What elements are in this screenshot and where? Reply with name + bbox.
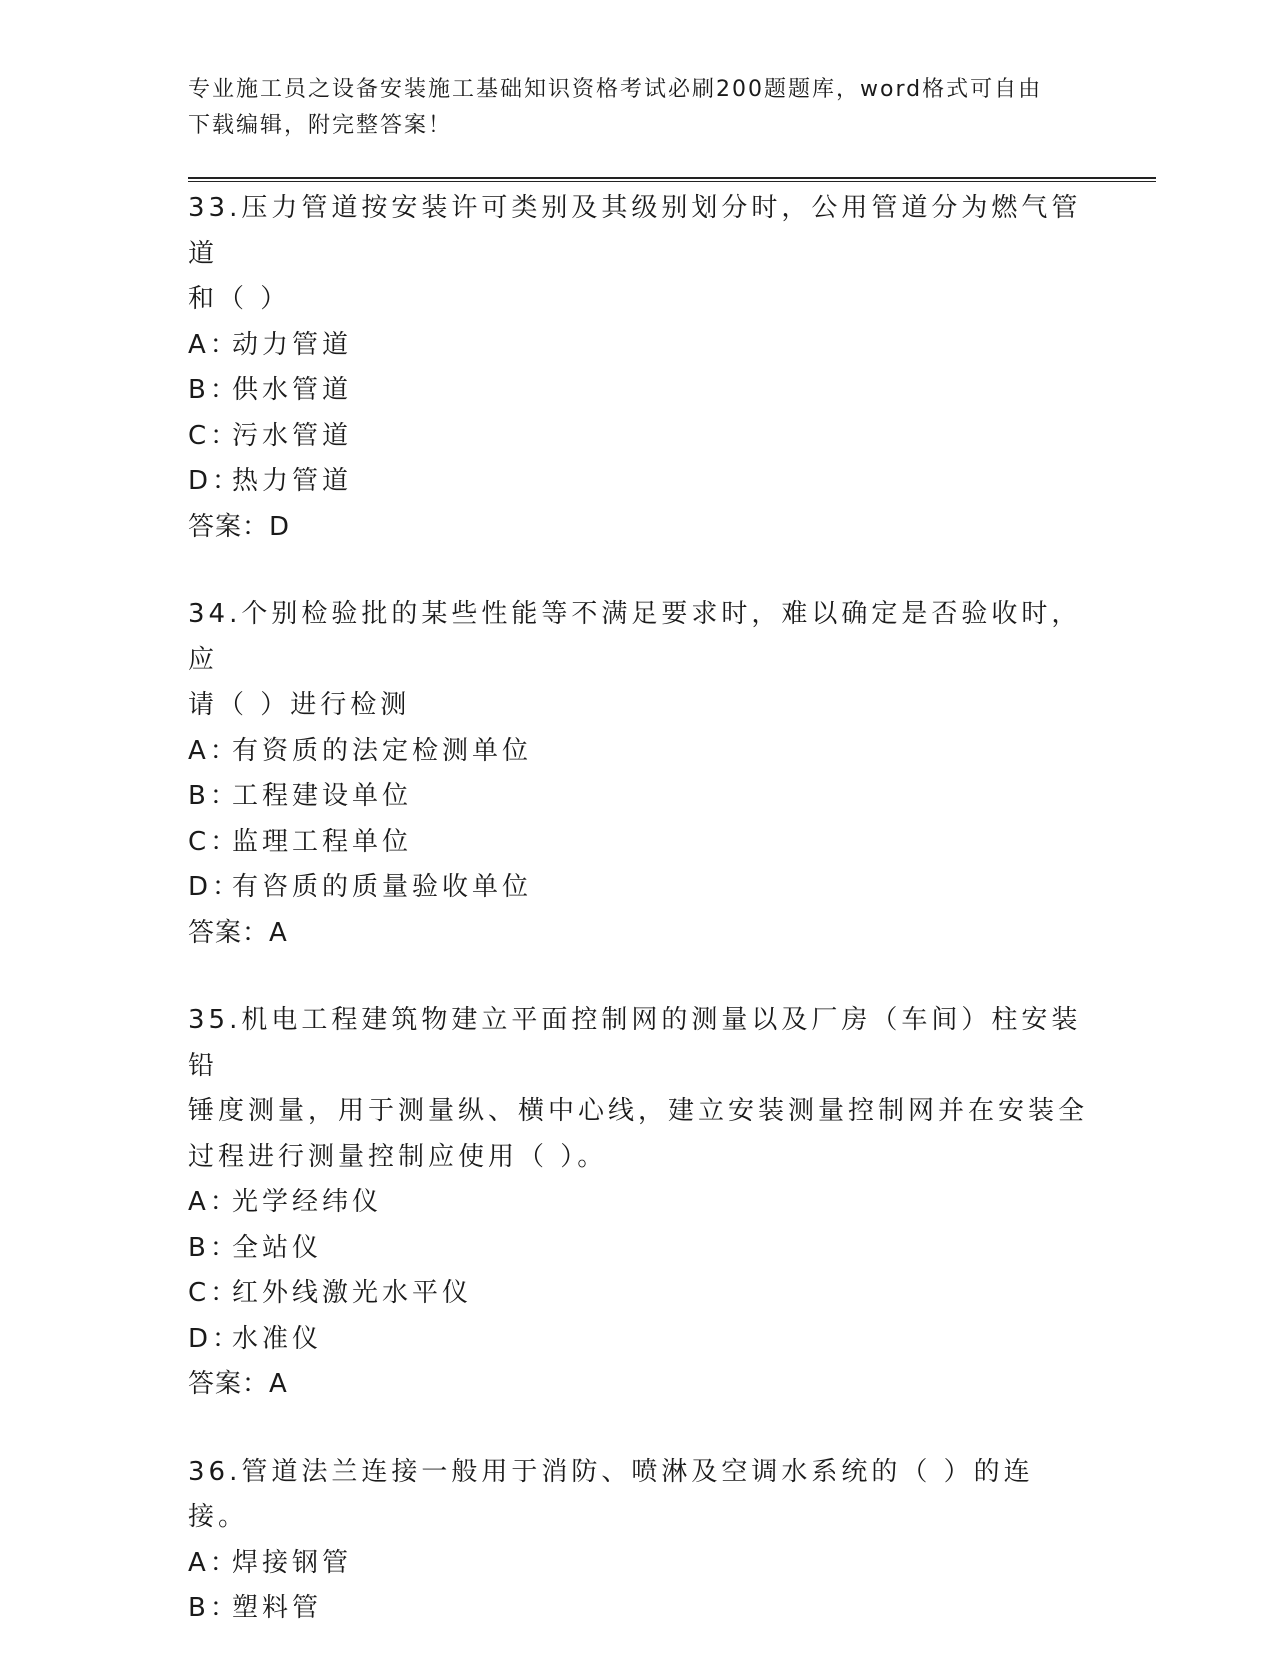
question-list (188, 186, 1088, 1674)
option-text: 动力管道 (232, 329, 353, 360)
option-letter: C： (188, 1278, 241, 1308)
document-header (188, 72, 1068, 144)
option-text: 有咨质的质量验收单位 (232, 872, 533, 902)
answer-option (188, 414, 1088, 460)
header-line-1: 专业施工员之设备安装施工基础知识资格考试必刷200题题库，word格式可自由 (188, 77, 1043, 102)
question-block (188, 592, 1088, 956)
answer-option (188, 820, 1088, 866)
option-letter: D： (188, 872, 243, 902)
option-text: 供水管道 (232, 375, 353, 405)
answer-option (188, 1586, 1088, 1632)
option-text: 塑料管 (232, 1593, 323, 1623)
question-block (188, 998, 1088, 1408)
answer-key: 答案：A (188, 917, 288, 948)
answer-option (188, 1180, 1088, 1226)
option-letter: B： (188, 375, 240, 405)
answer-option (188, 1226, 1088, 1272)
option-text: 光学经纬仪 (232, 1187, 383, 1217)
option-text: 水准仪 (232, 1323, 323, 1354)
question-stem-line: 过程进行测量控制应使用（ ）。 (188, 1141, 608, 1172)
option-letter: B： (188, 781, 240, 811)
question-stem-line: 34.个别检验批的某些性能等不满足要求时，难以确定是否验收时，应 (188, 599, 1082, 675)
question-stem-line: 36.管道法兰连接一般用于消防、喷淋及空调水系统的（ ）的连接。 (188, 1456, 1034, 1532)
option-letter: A： (188, 1187, 240, 1217)
question-block (188, 186, 1088, 550)
option-letter: A： (188, 329, 240, 360)
answer-option (188, 1317, 1088, 1363)
option-letter: B： (188, 1232, 240, 1263)
option-text: 红外线激光水平仪 (232, 1278, 473, 1308)
answer-option (188, 774, 1088, 820)
answer-key: 答案：D (188, 511, 291, 542)
question-stem-line: 33.压力管道按安装许可类别及其级别划分时，公用管道分为燃气管道 (188, 193, 1082, 269)
answer-option (188, 729, 1088, 775)
answer-key: 答案：A (188, 1369, 288, 1399)
option-text: 工程建设单位 (232, 781, 413, 811)
option-text: 污水管道 (232, 420, 353, 451)
option-text: 有资质的法定检测单位 (232, 735, 533, 766)
answer-option (188, 1271, 1088, 1317)
option-text: 全站仪 (232, 1232, 323, 1263)
answer-option (188, 459, 1088, 505)
option-letter: D： (188, 1323, 243, 1354)
answer-option (188, 865, 1088, 911)
option-letter: C： (188, 826, 241, 857)
header-divider-thin (188, 181, 1156, 182)
option-letter: C： (188, 420, 241, 451)
question-stem-line: 35.机电工程建筑物建立平面控制网的测量以及厂房（车间）柱安装铅 (188, 1005, 1082, 1081)
question-stem-line: 锤度测量，用于测量纵、横中心线，建立安装测量控制网并在安装全 (188, 1096, 1089, 1126)
header-divider-thick (188, 177, 1156, 179)
header-line-2: 下载编辑，附完整答案！ (188, 113, 453, 138)
answer-option (188, 1541, 1088, 1587)
question-stem-line: 请（ ）进行检测 (188, 690, 411, 720)
option-letter: A： (188, 735, 240, 766)
answer-option (188, 368, 1088, 414)
answer-option (188, 323, 1088, 369)
option-letter: B： (188, 1593, 240, 1623)
option-letter: D： (188, 466, 243, 496)
option-text: 焊接钢管 (232, 1547, 353, 1578)
question-stem-line: 和（ ） (188, 284, 291, 314)
question-block (188, 1450, 1088, 1632)
option-text: 热力管道 (232, 466, 353, 496)
option-letter: A： (188, 1547, 240, 1578)
option-text: 监理工程单位 (232, 826, 413, 857)
